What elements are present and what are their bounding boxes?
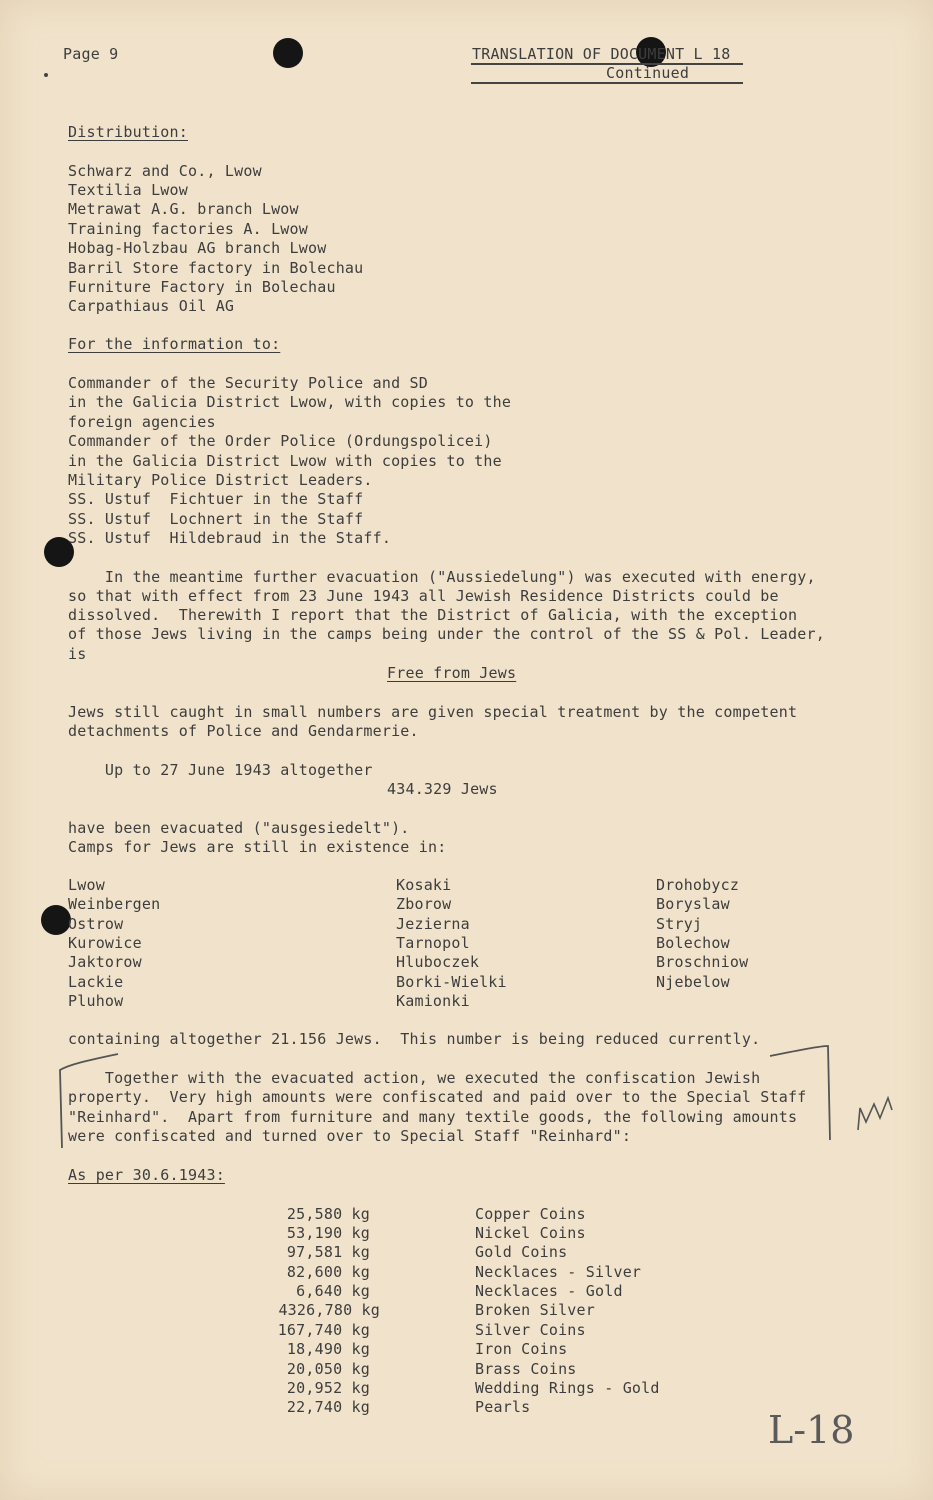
amount-qty: 22,740 kg (286, 1398, 370, 1416)
camp-name: Lwow (68, 876, 105, 894)
camp-name: Kosaki (396, 876, 452, 894)
information-line: SS. Ustuf Fichtuer in the Staff (68, 490, 364, 508)
camp-name: Jezierna (396, 915, 470, 933)
information-heading: For the information to: (68, 335, 281, 353)
camp-name: Kamionki (396, 992, 470, 1010)
paragraph-line: were confiscated and turned over to Special Staff "Reinhard": (68, 1127, 632, 1145)
paragraph-line: is (68, 645, 87, 663)
camp-name: Boryslaw (656, 895, 730, 913)
paragraph-line: In the meantime further evacuation ("Aussiedelung") was executed with energy, (68, 568, 816, 586)
containing-line: containing altogether 21.156 Jews. This number is being reduced currently. (68, 1030, 761, 1048)
punch-hole-lower (41, 905, 71, 935)
punch-hole-top (273, 38, 303, 68)
camp-name: Kurowice (68, 934, 142, 952)
distribution-item: Furniture Factory in Bolechau (68, 278, 336, 296)
amount-qty: 97,581 kg (286, 1243, 370, 1261)
amount-item: Broken Silver (475, 1301, 595, 1319)
amount-qty: 4326,780 kg (278, 1301, 380, 1319)
paragraph-line: dissolved. Therewith I report that the District of Galicia, with the exception (68, 606, 798, 624)
information-line: in the Galicia District Lwow, with copies to the (68, 393, 512, 411)
paragraph-line: "Reinhard". Apart from furniture and many textile goods, the following amounts (68, 1108, 798, 1126)
amount-item: Wedding Rings - Gold (475, 1379, 660, 1397)
amount-item: Necklaces - Silver (475, 1263, 642, 1281)
amount-item: Copper Coins (475, 1205, 586, 1223)
amount-qty: 53,190 kg (286, 1224, 370, 1242)
amount-qty: 6,640 kg (296, 1282, 370, 1300)
distribution-item: Barril Store factory in Bolechau (68, 259, 364, 277)
camp-name: Njebelow (656, 973, 730, 991)
camp-name: Tarnopol (396, 934, 470, 952)
amount-qty: 20,952 kg (286, 1379, 370, 1397)
jews-total: 434.329 Jews (387, 780, 498, 798)
camp-name: Ostrow (68, 915, 124, 933)
camp-name: Stryj (656, 915, 703, 933)
information-line: in the Galicia District Lwow with copies to the (68, 452, 502, 470)
paragraph-line: detachments of Police and Gendarmerie. (68, 722, 419, 740)
amount-qty: 82,600 kg (286, 1263, 370, 1281)
free-from-jews-heading: Free from Jews (387, 664, 517, 682)
information-line: foreign agencies (68, 413, 216, 431)
paragraph-line: so that with effect from 23 June 1943 all Jewish Residence Districts could be (68, 587, 779, 605)
camp-name: Borki-Wielki (396, 973, 507, 991)
distribution-heading: Distribution: (68, 123, 188, 141)
paragraph-line: of those Jews living in the camps being under the control of the SS & Pol. Leader, (68, 625, 825, 643)
amount-qty: 167,740 kg (277, 1321, 370, 1339)
camp-name: Hluboczek (396, 953, 480, 971)
information-line: SS. Ustuf Lochnert in the Staff (68, 510, 364, 528)
distribution-item: Textilia Lwow (68, 181, 188, 199)
distribution-item: Hobag-Holzbau AG branch Lwow (68, 239, 327, 257)
information-line: SS. Ustuf Hildebraud in the Staff. (68, 529, 392, 547)
document-title: TRANSLATION OF DOCUMENT L 18 (472, 45, 731, 63)
amount-qty: 18,490 kg (286, 1340, 370, 1358)
subtitle-underline (471, 82, 743, 84)
as-per-heading: As per 30.6.1943: (68, 1166, 225, 1184)
amount-item: Silver Coins (475, 1321, 586, 1339)
information-line: Military Police District Leaders. (68, 471, 373, 489)
amount-item: Gold Coins (475, 1243, 568, 1261)
amount-qty: 25,580 kg (286, 1205, 370, 1223)
page-number: Page 9 (63, 45, 119, 63)
camp-name: Zborow (396, 895, 452, 913)
camp-name: Pluhow (68, 992, 124, 1010)
paragraph-line: Jews still caught in small numbers are given special treatment by the competent (68, 703, 798, 721)
document-subtitle: Continued (606, 64, 690, 82)
up-to-line: Up to 27 June 1943 altogether (68, 761, 373, 779)
amount-item: Brass Coins (475, 1360, 577, 1378)
amount-item: Iron Coins (475, 1340, 568, 1358)
handwritten-document-mark: L-18 (768, 1408, 855, 1452)
distribution-item: Schwarz and Co., Lwow (68, 162, 262, 180)
camp-name: Lackie (68, 973, 124, 991)
paragraph-line: Together with the evacuated action, we executed the confiscation Jewish (68, 1069, 761, 1087)
amount-item: Pearls (475, 1398, 531, 1416)
amount-item: Nickel Coins (475, 1224, 586, 1242)
information-line: Commander of the Order Police (Ordungspolicei) (68, 432, 493, 450)
camp-name: Drohobycz (656, 876, 740, 894)
camp-name: Weinbergen (68, 895, 161, 913)
paragraph-line: have been evacuated ("ausgesiedelt"). (68, 819, 410, 837)
distribution-item: Carpathiaus Oil AG (68, 297, 235, 315)
camp-name: Jaktorow (68, 953, 142, 971)
amount-item: Necklaces - Gold (475, 1282, 623, 1300)
information-line: Commander of the Security Police and SD (68, 374, 428, 392)
distribution-item: Metrawat A.G. branch Lwow (68, 200, 299, 218)
camp-name: Broschniow (656, 953, 749, 971)
distribution-item: Training factories A. Lwow (68, 220, 308, 238)
paragraph-line: property. Very high amounts were confiscated and paid over to the Special Staff (68, 1088, 807, 1106)
paragraph-line: Camps for Jews are still in existence in: (68, 838, 447, 856)
amount-qty: 20,050 kg (286, 1360, 370, 1378)
ink-dot (44, 73, 48, 77)
camp-name: Bolechow (656, 934, 730, 952)
